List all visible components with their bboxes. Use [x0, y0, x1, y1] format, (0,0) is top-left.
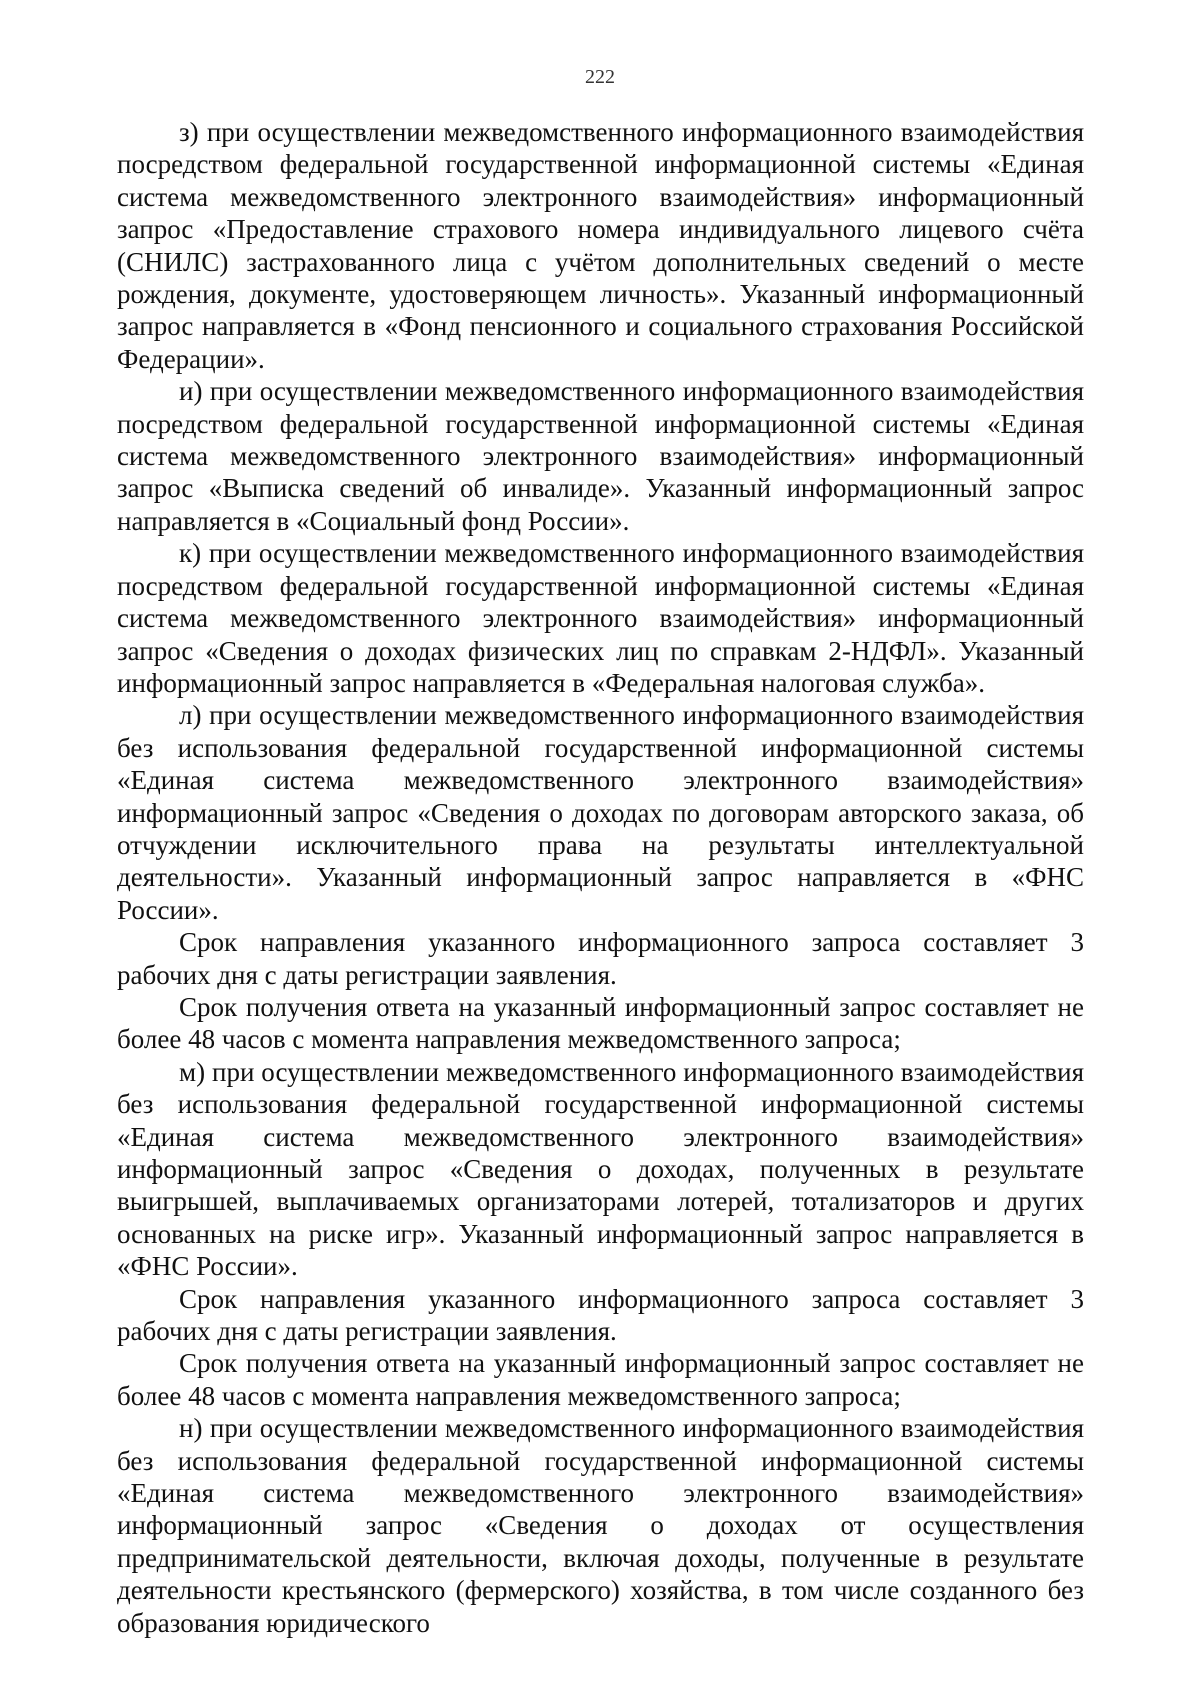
- paragraph-deadline-reply-1: Срок получения ответа на указанный информационный запрос составляет не более 48 часов с момента направления межведомственного запроса;: [117, 991, 1084, 1055]
- paragraph-deadline-send-2: Срок направления указанного информационного запроса составляет 3 рабочих дня с даты регистрации заявления.: [117, 1283, 1084, 1347]
- page-number: 222: [585, 66, 615, 88]
- paragraph-l: л) при осуществлении межведомственного информационного взаимодействия без использования федеральной государственной информационной системы «Единая система межведомственного электронного взаимодействия» информационный запрос «Сведения о доходах по договорам авторского заказа, об отчуждении исключительного права на результаты интеллектуальной деятельности». Указанный информационный запрос направляется в «ФНС России».: [117, 700, 1084, 925]
- paragraph-z: з) при осуществлении межведомственного информационного взаимодействия посредством федеральной государственной информационной системы «Единая система межведомственного электронного взаимодействия» информационный запрос «Предоставление страхового номера индивидуального лицевого счёта (СНИЛС) застрахованного лица с учётом дополнительных сведений о месте рождения, документе, удостоверяющем личность». Указанный информационный запрос направляется в «Фонд пенсионного и социального страхования Российской Федерации».: [117, 117, 1084, 374]
- paragraph-deadline-reply-2: Срок получения ответа на указанный информационный запрос составляет не более 48 часов с момента направления межведомственного запроса;: [117, 1348, 1084, 1411]
- paragraph-m: м) при осуществлении межведомственного информационного взаимодействия без использования федеральной государственной информационной системы «Единая система межведомственного электронного взаимодействия» информационный запрос «Сведения о доходах, полученных в результате выигрышей, выплачиваемых организаторами лотерей, тотализаторов и других основанных на риске игр». Указанный информационный запрос направляется в «ФНС России».: [117, 1056, 1084, 1282]
- paragraph-n: н) при осуществлении межведомственного информационного взаимодействия без использования федеральной государственной информационной системы «Единая система межведомственного электронного взаимодействия» информационный запрос «Сведения о доходах от осуществления предпринимательской деятельности, включая доходы, полученные в результате деятельности крестьянского (фермерского) хозяйства, в том числе созданного без образования юридического: [117, 1413, 1084, 1638]
- paragraph-k: к) при осуществлении межведомственного информационного взаимодействия посредством федеральной государственной информационной системы «Единая система межведомственного электронного взаимодействия» информационный запрос «Сведения о доходах физических лиц по справкам 2-НДФЛ». Указанный информационный запрос направляется в «Федеральная налоговая служба».: [117, 538, 1084, 698]
- paragraph-deadline-send-1: Срок направления указанного информационного запроса составляет 3 рабочих дня с даты регистрации заявления.: [117, 927, 1084, 990]
- document-body: [117, 116, 1084, 1639]
- paragraph-i: и) при осуществлении межведомственного информационного взаимодействия посредством федеральной государственной информационной системы «Единая система межведомственного электронного взаимодействия» информационный запрос «Выписка сведений об инвалиде». Указанный информационный запрос направляется в «Социальный фонд России».: [117, 376, 1084, 536]
